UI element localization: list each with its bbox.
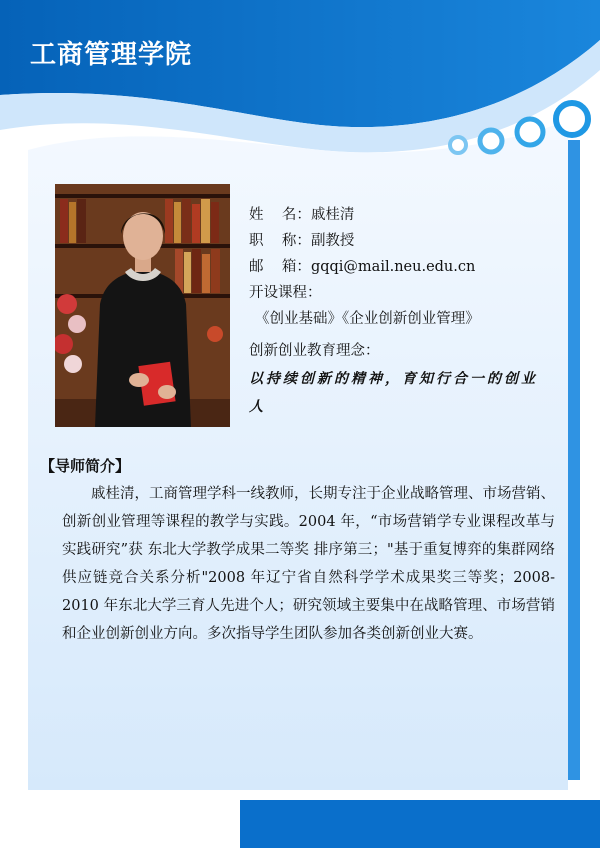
bio-text: 戚桂清，工商管理学科一线教师，长期专注于企业战略管理、市场营销、创新创业管理等课程的教学与实践。2004 年，“市场营销学专业课程改革与实践研究”获 东北大学教学成果二等奖 排序第三；"基于重复博弈的集群网络供应链竞合关系分析"2008 年辽宁省自然科学学术成果奖三等奖；2008-2010 年东北大学三育人先进个人；研究领域主要集中在战略管理、市场营销和企业创新创业方向。多次指导学生团队参加各类创新创业大赛。 [62, 486, 555, 642]
name-label: 姓 名： [249, 207, 311, 223]
title-row [249, 229, 354, 250]
email-label: 邮 箱： [249, 259, 311, 275]
bio-heading: 【导师简介】 [40, 457, 131, 475]
philosophy-label: 创新创业教育理念： [249, 343, 380, 359]
courses-label: 开设课程： [249, 285, 322, 301]
philosophy-text: 以持续创新的精神，育知行合一的创业人 [249, 371, 538, 415]
courses-value: 《创业基础》《企业创新创业管理》 [255, 311, 480, 327]
name-row [249, 203, 354, 224]
name-value: 戚桂清 [310, 207, 355, 223]
email-row [249, 255, 475, 276]
school-title: 工商管理学院 [30, 40, 193, 70]
email-value[interactable]: gqqi@mail.neu.edu.cn [310, 259, 476, 275]
title-value: 副教授 [310, 233, 355, 249]
portrait-photo [55, 184, 230, 427]
title-label: 职 称： [249, 233, 311, 249]
